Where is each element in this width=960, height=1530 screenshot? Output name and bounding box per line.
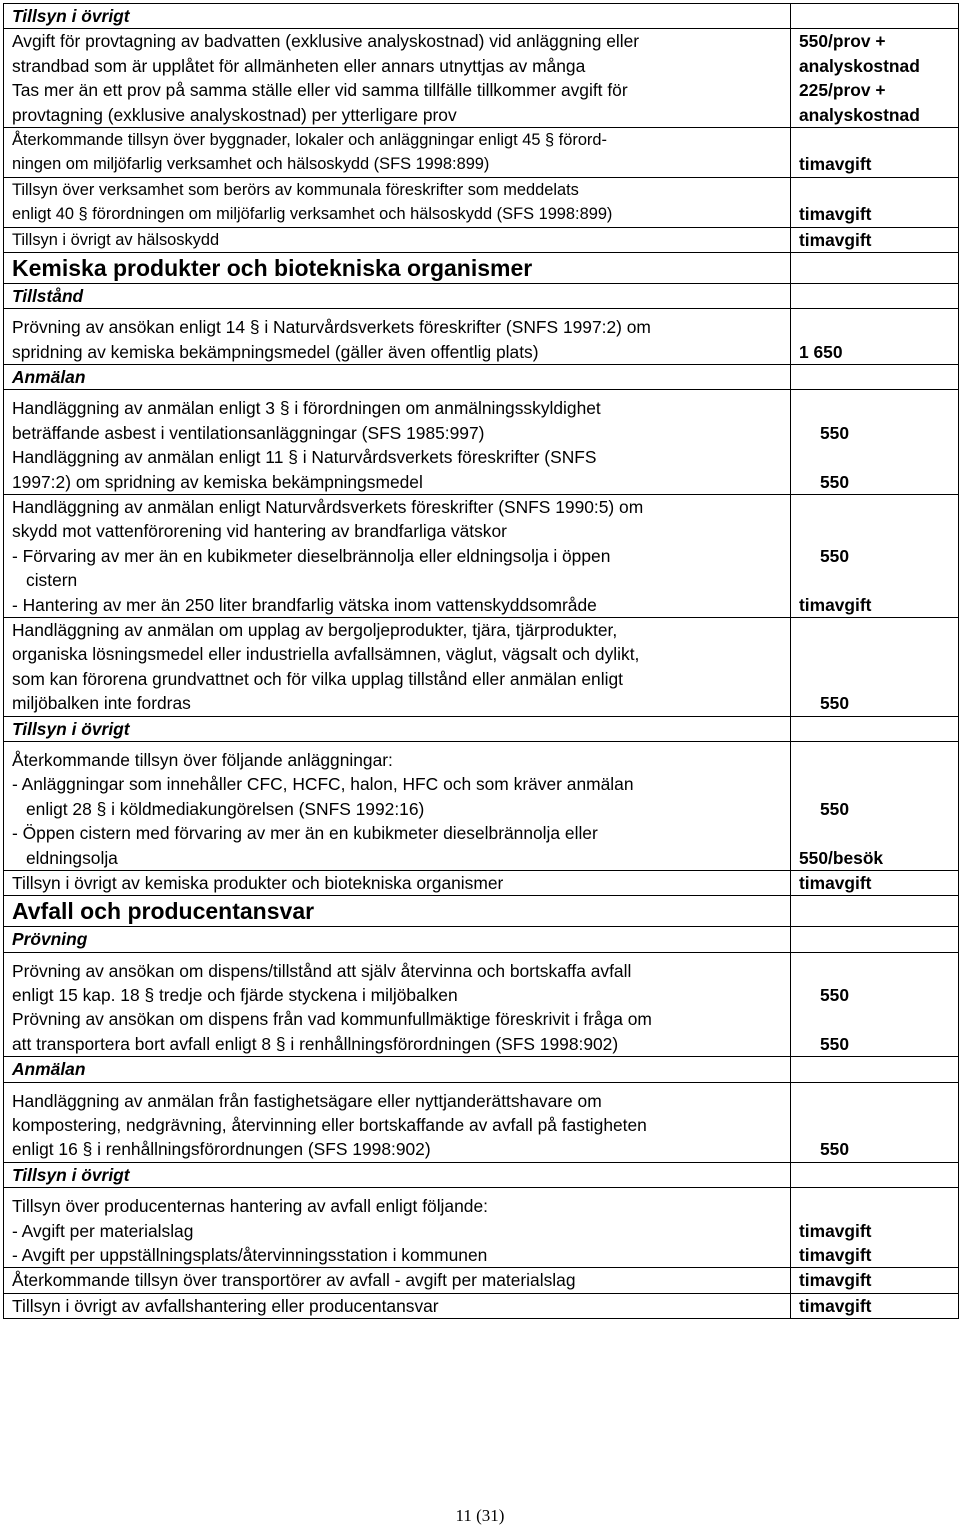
row-text: att transportera bort avfall enligt 8 § i renhållningsförordningen (SFS 1998:902) — [12, 1033, 619, 1054]
row-text: beträffande asbest i ventilationsanläggningar (SFS 1985:997) — [12, 422, 485, 443]
row-text: Handläggning av anmälan från fastighetsägare eller nyttjanderättshavare om — [12, 1090, 602, 1111]
table-row — [4, 252, 959, 283]
fee-value: 550 — [820, 1139, 850, 1160]
section-subheading: Tillsyn i övrigt — [12, 718, 130, 739]
row-text: Återkommande tillsyn över byggnader, lokaler och anläggningar enligt 45 § förord- — [12, 130, 607, 149]
fee-value: timavgift — [799, 594, 872, 615]
section-subheading: Tillstånd — [12, 285, 84, 306]
row-text: Tillsyn i övrigt av hälsoskydd — [12, 230, 220, 249]
row-text: Handläggning av anmälan enligt 3 § i förordningen om anmälningsskyldighet — [12, 398, 601, 419]
row-text: Handläggning av anmälan om upplag av bergoljeprodukter, tjära, tjärprodukter, — [12, 619, 618, 640]
fee-value: 1 650 — [799, 341, 843, 362]
table-row — [4, 4, 959, 29]
fee-value: timavgift — [799, 872, 872, 893]
table-row — [4, 952, 959, 1057]
section-subheading: Tillsyn i övrigt — [12, 6, 130, 26]
section-subheading: Prövning — [12, 929, 88, 950]
section-subheading: Anmälan — [12, 367, 86, 388]
fee-value: 550 — [820, 422, 850, 443]
row-text: 1997:2) om spridning av kemiska bekämpningsmedel — [12, 471, 423, 492]
row-text: kompostering, nedgrävning, återvinning eller bortskaffande av avfall på fastigheten — [12, 1115, 647, 1136]
table-row — [4, 1057, 959, 1082]
row-text: cistern — [26, 570, 78, 591]
table-row — [4, 896, 959, 927]
row-text: skydd mot vattenförorening vid hantering av brandfarliga vätskor — [12, 521, 507, 542]
section-heading: Kemiska produkter och biotekniska organismer — [12, 254, 533, 281]
fee-value: 550 — [820, 798, 850, 819]
table-row — [4, 1162, 959, 1187]
row-text: Återkommande tillsyn över transportörer av avfall - avgift per materialslag — [12, 1270, 576, 1291]
row-text: - Avgift per materialslag — [12, 1220, 194, 1241]
fee-value: 550 — [820, 545, 850, 566]
table-row — [4, 870, 959, 895]
table-row — [4, 716, 959, 741]
fee-value: 550/prov + — [799, 31, 886, 52]
row-text: Prövning av ansökan om dispens/tillstånd att själv återvinna och bortskaffa avfall — [12, 960, 632, 981]
section-heading: Avfall och producentansvar — [12, 898, 315, 925]
table-row — [4, 927, 959, 952]
fee-value: analyskostnad — [799, 104, 920, 125]
table-row — [4, 1293, 959, 1318]
row-text: Handläggning av anmälan enligt 11 § i Naturvårdsverkets föreskrifter (SNFS — [12, 447, 597, 468]
table-row — [4, 617, 959, 716]
fee-value: 550 — [820, 471, 850, 492]
fee-value: timavgift — [799, 154, 872, 175]
fee-value: timavgift — [799, 1270, 872, 1291]
table-row — [4, 127, 959, 177]
row-text: enligt 15 kap. 18 § tredje och fjärde styckena i miljöbalken — [12, 985, 458, 1006]
row-text: enligt 28 § i köldmediakungörelsen (SNFS 1992:16) — [26, 798, 425, 819]
section-subheading: Tillsyn i övrigt — [12, 1164, 130, 1185]
table-row — [4, 227, 959, 252]
table-row — [4, 1268, 959, 1293]
row-text: Tillsyn i övrigt av avfallshantering eller producentansvar — [12, 1295, 439, 1316]
row-text: Prövning av ansökan enligt 14 § i Naturvårdsverkets föreskrifter (SNFS 1997:2) om — [12, 317, 651, 338]
fee-table — [3, 3, 959, 1319]
row-text: ningen om miljöfarlig verksamhet och hälsoskydd (SFS 1998:899) — [12, 155, 490, 174]
fee-value: 550 — [820, 1033, 850, 1054]
table-row — [4, 177, 959, 227]
row-text: - Hantering av mer än 250 liter brandfarlig vätska inom vattenskyddsområde — [12, 594, 597, 615]
table-row — [4, 1188, 959, 1268]
table-row — [4, 390, 959, 495]
row-text: eldningsolja — [26, 847, 118, 868]
row-text: Tas mer än ett prov på samma ställe eller vid samma tillfälle tillkommer avgift för — [12, 80, 628, 101]
table-row — [4, 365, 959, 390]
fee-value: timavgift — [799, 204, 872, 225]
row-text: Handläggning av anmälan enligt Naturvårdsverkets föreskrifter (SNFS 1990:5) om — [12, 497, 644, 518]
row-text: Tillsyn över producenternas hantering av avfall enligt följande: — [12, 1196, 488, 1217]
row-text: Prövning av ansökan om dispens från vad kommunfullmäktige föreskrivit i fråga om — [12, 1009, 652, 1030]
fee-value: 550 — [820, 985, 850, 1006]
table-row — [4, 309, 959, 365]
row-text: miljöbalken inte fordras — [12, 693, 191, 714]
page-number: 11 (31) — [455, 1506, 505, 1525]
row-text: Avgift för provtagning av badvatten (exklusive analyskostnad) vid anläggning eller — [12, 31, 640, 52]
row-text: som kan förorena grundvattnet och för vilka upplag tillstånd eller anmälan enligt — [12, 668, 623, 689]
fee-value: timavgift — [799, 1220, 872, 1241]
fee-value: 550 — [820, 693, 850, 714]
table-row — [4, 741, 959, 870]
fee-value: 550/besök — [799, 847, 884, 868]
row-text: Tillsyn i övrigt av kemiska produkter och biotekniska organismer — [12, 872, 504, 893]
row-text: Återkommande tillsyn över följande anläggningar: — [12, 749, 393, 770]
fee-value: timavgift — [799, 229, 872, 250]
table-row — [4, 283, 959, 308]
fee-value: 225/prov + — [799, 80, 886, 101]
row-text: - Förvaring av mer än en kubikmeter dieselbrännolja eller eldningsolja i öppen — [12, 545, 611, 566]
fee-value: timavgift — [799, 1244, 872, 1265]
row-text: enligt 40 § förordningen om miljöfarlig verksamhet och hälsoskydd (SFS 1998:899) — [12, 205, 613, 224]
table-row — [4, 1082, 959, 1162]
row-text: enligt 16 § i renhållningsförordnungen (SFS 1998:902) — [12, 1139, 431, 1160]
table-row — [4, 29, 959, 128]
section-subheading: Anmälan — [12, 1059, 86, 1080]
fee-value: analyskostnad — [799, 55, 920, 76]
row-text: provtagning (exklusive analyskostnad) per ytterligare prov — [12, 104, 457, 125]
fee-value: timavgift — [799, 1295, 872, 1316]
row-text: spridning av kemiska bekämpningsmedel (gäller även offentlig plats) — [12, 341, 539, 362]
row-text: - Öppen cistern med förvaring av mer än en kubikmeter dieselbrännolja eller — [12, 823, 598, 844]
table-row — [4, 495, 959, 618]
row-text: Tillsyn över verksamhet som berörs av kommunala föreskrifter som meddelats — [12, 180, 579, 199]
row-text: strandbad som är upplåtet för allmänheten eller annars utnyttjas av många — [12, 55, 586, 76]
row-text: organiska lösningsmedel eller industriella avfallsämnen, väglut, vägsalt och dylikt, — [12, 644, 640, 665]
row-text: - Avgift per uppställningsplats/återvinningsstation i kommunen — [12, 1244, 488, 1265]
row-text: - Anläggningar som innehåller CFC, HCFC, halon, HFC och som kräver anmälan — [12, 774, 634, 795]
